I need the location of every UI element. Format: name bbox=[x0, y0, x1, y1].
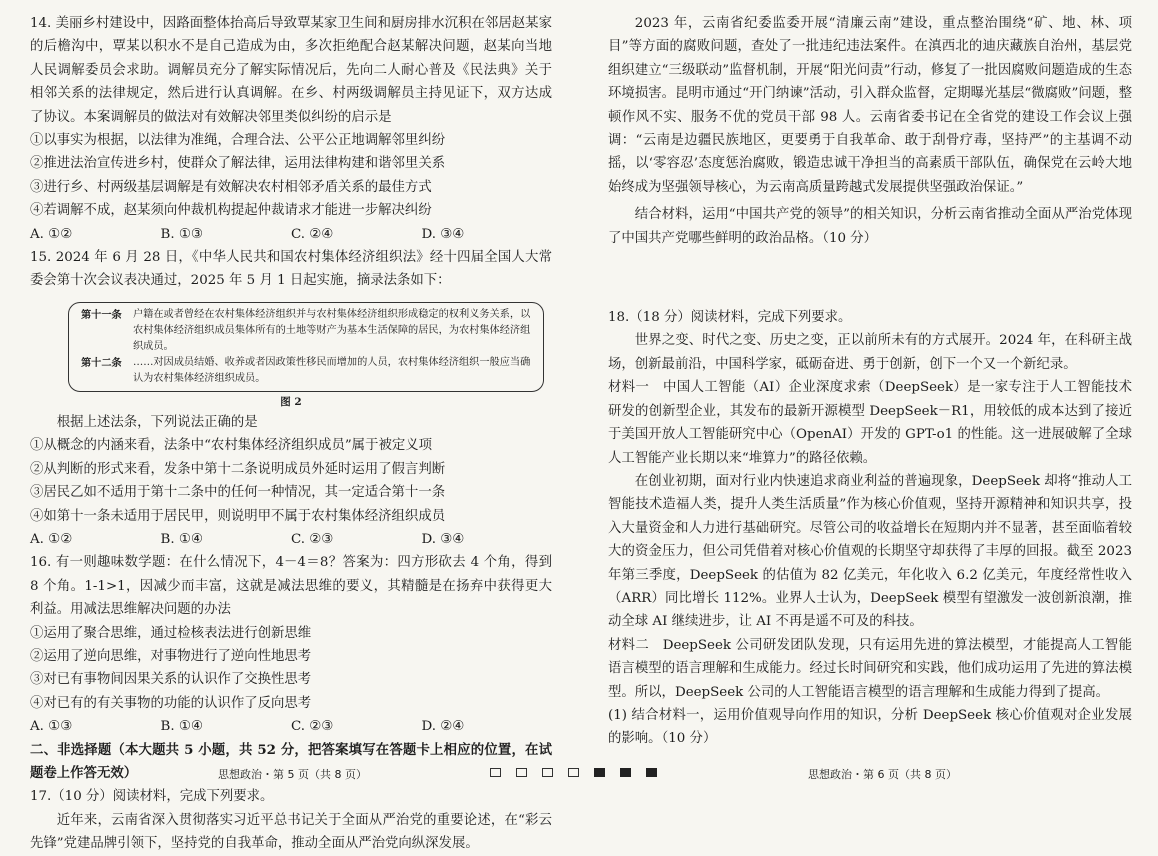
square-marker bbox=[646, 768, 657, 777]
q18-material-1-b: 在创业初期，面对行业内快速追求商业利益的普遍现象，DeepSeek 却将“推动人工智能技术造福人类，提升人类生活质量”作为核心价值观，坚持开源精神和知识共享，投入大量资金和人力进行基础研究。尽管公司的收益增长在短期内并不显著，甚至面临着较大的资金压力，但公司凭借着对核心价值观的长期坚守却获得了丰厚的回报。截至 2023 年第三季度，DeepSeek 的估值为 82 亿美元，年化收入 6.2 亿美元，年度经常性收入（ARR）同比增长 112%。业界人士认为，DeepSeek 模型有望激发一波创新浪潮，推动全球 AI 继续进步，让 AI 不再是遥不可及的科技。 bbox=[608, 473, 1132, 630]
q15-item-1: ①从概念的内涵来看，法条中“农村集体经济组织成员”属于被定义项 bbox=[30, 438, 433, 454]
q16-options bbox=[30, 715, 552, 738]
option-d: D. ③④ bbox=[421, 531, 465, 547]
q14-item-4: ④若调解不成，赵某须向仲裁机构提起仲裁请求才能进一步解决纠纷 bbox=[30, 203, 432, 219]
q16-item-2: ②运用了逆向思维，对事物进行了逆向性地思考 bbox=[30, 648, 312, 664]
q16-stem: 16. 有一则趣味数学题：在什么情况下，4－4＝8？答案为：四方形砍去 4 个角，得到 8 个角。1-1>1，因减少而丰富，这就是减法思维的要义，其精髓是在扬弃中获得更大利益。用减法思维解决问题的办法 bbox=[30, 555, 552, 618]
q18-material-2: 材料二 DeepSeek 公司研发团队发现，只有运用先进的算法模型，才能提高人工智能语言模型的语言理解和生成能力。经过长时间研究和实践，他们成功运用了先进的算法模型。所以，DeepSeek 公司的人工智能语言模型的语言理解和生成能力得到了提高。 bbox=[608, 637, 1132, 700]
option-b: B. ①④ bbox=[160, 531, 203, 547]
q17-paragraph: 近年来，云南省深入贯彻落实习近平总书记关于全面从严治党的重要论述，在“彩云先锋”党建品牌引领下，坚持党的自我革命，推动全面从严治党向纵深发展。 bbox=[30, 812, 552, 852]
option-b: B. ①③ bbox=[160, 226, 203, 242]
footer-right-page: 思想政治・第 6 页（共 8 页） bbox=[808, 768, 957, 781]
q14-item-2: ②推进法治宣传进乡村，使群众了解法律，运用法律构建和谐邻里关系 bbox=[30, 156, 446, 172]
option-a: A. ①② bbox=[30, 531, 73, 547]
option-d: D. ②④ bbox=[421, 719, 465, 735]
article-text: ……对因成员结婚、收养或者因政策性移民而增加的人员，农村集体经济组织一般应当确认为农村集体经济组织成员。 bbox=[133, 356, 531, 384]
option-c: C. ②③ bbox=[291, 719, 334, 735]
section-heading: 二、非选择题（本大题共 5 小题，共 52 分，把答案填写在答题卡上相应的位置，在试题卷上作答无效） bbox=[30, 741, 552, 781]
question-14 bbox=[30, 12, 552, 246]
q18-intro: 世界之变、时代之变、历史之变，正以前所未有的方式展开。2024 年，在科研主战场，创新最前沿，中国科学家，砥砺奋进、勇于创新，创下一个又一个新纪录。 bbox=[608, 333, 1132, 372]
footer-left-page: 思想政治・第 5 页（共 8 页） bbox=[218, 768, 367, 781]
q14-item-1: ①以事实为根据，以法律为准绳，合理合法、公平公正地调解邻里纠纷 bbox=[30, 133, 446, 149]
answer-space bbox=[608, 250, 1132, 306]
q18-material-1: 材料一 中国人工智能（AI）企业深度求索（DeepSeek）是一家专注于人工智能技术研发的创新型企业，其发布的最新开源模型 DeepSeek－R1，用较低的成本达到了接近于美国开放人工智能研究中心（OpenAI）开发的 GPT-o1 的性能。这一进展破解了全球人工智能产业长期以来“堆算力”的路径依赖。 bbox=[608, 380, 1132, 466]
option-b: B. ①④ bbox=[160, 719, 203, 735]
article-label: 第十二条 bbox=[81, 356, 122, 369]
law-excerpt-box bbox=[68, 302, 544, 392]
option-c: C. ②③ bbox=[291, 531, 334, 547]
square-marker bbox=[568, 768, 579, 777]
right-column bbox=[608, 12, 1132, 751]
q18-heading: 18.（18 分）阅读材料，完成下列要求。 bbox=[608, 310, 852, 326]
option-a: A. ①③ bbox=[30, 719, 73, 735]
square-marker bbox=[516, 768, 527, 777]
q18-task-1: (1) 结合材料一，运用价值观导向作用的知识，分析 DeepSeek 核心价值观对企业发展的影响。（10 分） bbox=[608, 707, 1132, 747]
square-marker bbox=[620, 768, 631, 777]
article-label: 第十一条 bbox=[81, 308, 122, 321]
law-article-11 bbox=[81, 307, 533, 355]
q17-task: 结合材料，运用“中国共产党的领导”的相关知识，分析云南省推动全面从严治党体现了中国共产党哪些鲜明的政治品格。（10 分） bbox=[608, 207, 1132, 246]
square-marker bbox=[542, 768, 553, 777]
square-marker bbox=[594, 768, 605, 777]
q16-item-4: ④对已有的有关事物的功能的认识作了反向思考 bbox=[30, 695, 312, 711]
q17-heading: 17.（10 分）阅读材料，完成下列要求。 bbox=[30, 789, 274, 805]
option-d: D. ③④ bbox=[421, 226, 465, 242]
left-column bbox=[30, 12, 552, 856]
q15-stem: 15. 2024 年 6 月 28 日，《中华人民共和国农村集体经济组织法》经十四届全国人大常委会第十次会议表决通过，2025 年 5 月 1 日起实施，摘录法条如下： bbox=[30, 250, 552, 289]
q15-item-3: ③居民乙如不适用于第十二条中的任何一种情况，其一定适合第十一条 bbox=[30, 485, 446, 501]
q14-stem: 14. 美丽乡村建设中，因路面整体抬高后导致覃某家卫生间和厨房排水沉积在邻居赵某家的后檐沟中，覃某以积水不是自己造成为由，多次拒绝配合赵某解决问题，赵某向当地人民调解委员会求助。调解员充分了解实际情况后，先向二人耐心普及《民法典》关于相邻关系的法律规定，然后进行认真调解。在乡、村两级调解员主持见证下，双方达成了协议。本案调解员的做法对有效解决邻里类似纠纷的启示是 bbox=[30, 16, 552, 125]
q14-item-3: ③进行乡、村两级基层调解是有效解决农村相邻矛盾关系的最佳方式 bbox=[30, 179, 432, 195]
question-15 bbox=[30, 246, 552, 551]
question-16 bbox=[30, 551, 552, 738]
q14-options bbox=[30, 223, 552, 246]
square-marker bbox=[490, 768, 501, 777]
article-text: 户籍在或者曾经在农村集体经济组织并与农村集体经济组织形成稳定的权利义务关系，以农村集体经济组织成员集体所有的土地等财产为基本生活保障的居民，为农村集体经济组织成员。 bbox=[133, 308, 531, 352]
q15-options bbox=[30, 528, 552, 551]
figure-label: 图 2 bbox=[280, 395, 302, 408]
q15-item-4: ④如第十一条未适用于居民甲，则说明甲不属于农村集体经济组织成员 bbox=[30, 508, 446, 524]
option-a: A. ①② bbox=[30, 226, 73, 242]
option-c: C. ②④ bbox=[291, 226, 334, 242]
page-marker-squares bbox=[490, 768, 657, 777]
q16-item-1: ①运用了聚合思维，通过检核表法进行创新思维 bbox=[30, 625, 312, 641]
q15-question: 根据上述法条，下列说法正确的是 bbox=[56, 414, 258, 430]
q16-item-3: ③对已有事物间因果关系的认识作了交换性思考 bbox=[30, 672, 312, 688]
q15-item-2: ②从判断的形式来看，发条中第十二条说明成员外延时运用了假言判断 bbox=[30, 461, 446, 477]
q17-material-cont: 2023 年，云南省纪委监委开展“清廉云南”建设，重点整治围绕“矿、地、林、项目”等方面的腐败问题，查处了一批违纪违法案件。在滇西北的迪庆藏族自治州，基层党组织建立“三级联动”监督机制，开展“阳光问责”行动，修复了一批因腐败问题造成的生态环境损害。昆明市通过“开门纳谏”活动，引入群众监督，定期曝光基层“微腐败”问题，整顿作风不实、服务不优的党员干部 98 人。云南省委书记在全省党的建设工作会议上强调：“云南是边疆民族地区，更要勇于自我革命、敢于刮骨疗毒，坚持严”的主基调不动摇，以‘零容忍’态度惩治腐败，锻造忠诚干净担当的高素质干部队伍，确保党在云岭大地始终成为坚强领导核心，为云南高质量跨越式发展提供坚强政治保证。” bbox=[608, 16, 1132, 195]
law-article-12 bbox=[81, 355, 533, 387]
